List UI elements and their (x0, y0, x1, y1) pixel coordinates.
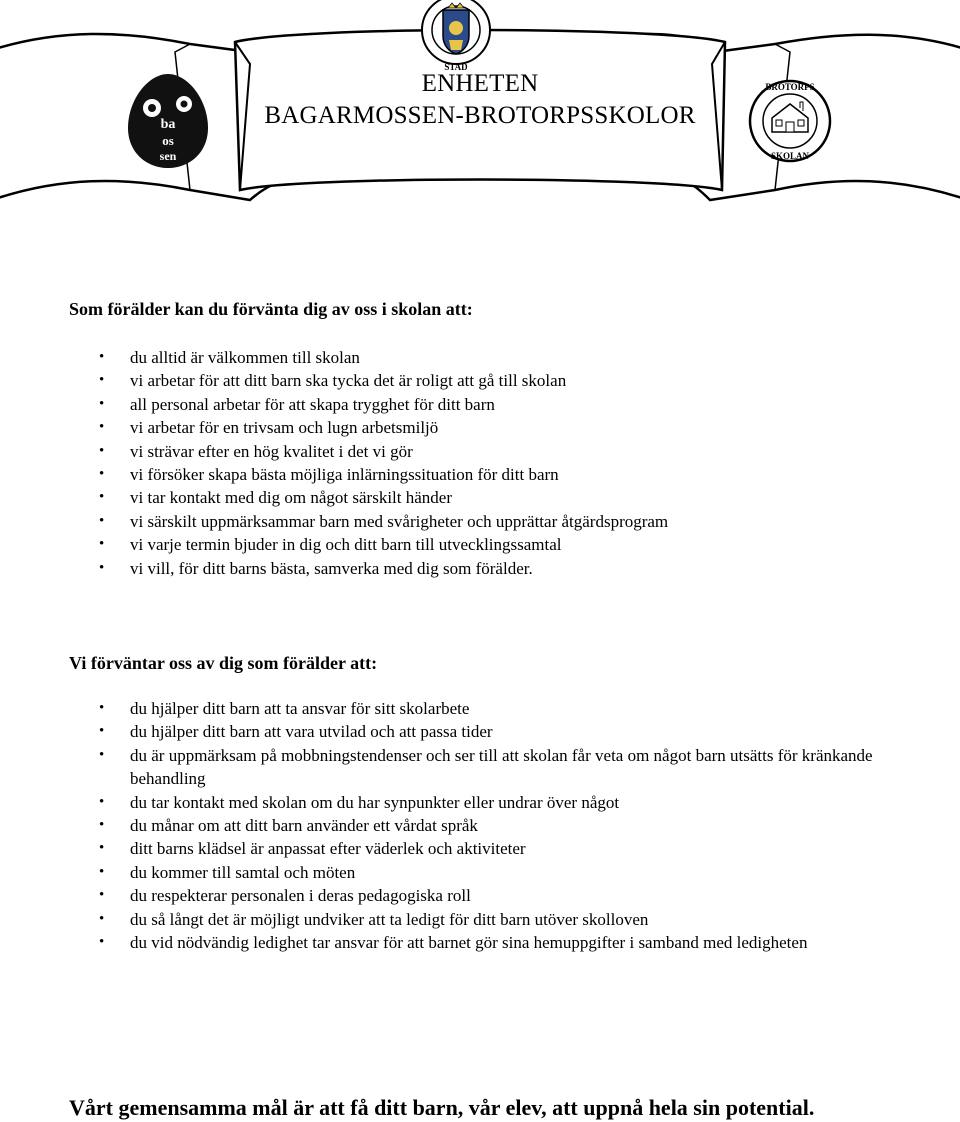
footer-goal-statement: Vårt gemensamma mål är att få ditt barn, vår elev, att uppnå hela sin potential. (69, 1095, 815, 1120)
list-item: • du tar kontakt med skolan om du har synpunkter eller undrar över något (0, 791, 920, 814)
list-item: • du respekterar personalen i deras pedagogiska roll (0, 884, 920, 907)
svg-text:BROTORPS: BROTORPS (765, 82, 815, 92)
list-item: • vi tar kontakt med dig om något särskilt händer (0, 486, 920, 509)
list-item: • du så långt det är möjligt undviker att ta ledigt för ditt barn utöver skolloven (0, 908, 920, 931)
list-item: • vi strävar efter en hög kvalitet i det vi gör (0, 440, 920, 463)
list-item: • du kommer till samtal och möten (0, 861, 920, 884)
svg-text:STAD: STAD (444, 62, 468, 72)
list-item: • du månar om att ditt barn använder ett vårdat språk (0, 814, 920, 837)
banner-title-line2: BAGARMOSSEN-BROTORPSSKOLOR (264, 102, 696, 129)
section1-list (0, 346, 920, 580)
list-item: • du hjälper ditt barn att vara utvilad och att passa tider (0, 720, 920, 743)
list-item: • vi arbetar för en trivsam och lugn arbetsmiljö (0, 416, 920, 439)
svg-text:os: os (162, 133, 174, 148)
list-item: • du hjälper ditt barn att ta ansvar för sitt skolarbete (0, 697, 920, 720)
list-item: • vi försöker skapa bästa möjliga inlärningssituation för ditt barn (0, 463, 920, 486)
svg-text:sen: sen (159, 149, 177, 163)
list-item: • du vid nödvändig ledighet tar ansvar för att barnet gör sina hemuppgifter i samband med ledigheten (0, 931, 920, 954)
brotorpsskolan-logo (750, 81, 830, 161)
svg-text:ba: ba (160, 117, 176, 132)
section2-heading: Vi förväntar oss av dig som förälder att: (69, 653, 378, 673)
svg-text:SKOLAN: SKOLAN (770, 151, 810, 161)
section1-heading: Som förälder kan du förvänta dig av oss i skolan att: (69, 299, 473, 319)
banner-title-line1: ENHETEN (421, 70, 539, 97)
list-item: • du alltid är välkommen till skolan (0, 346, 920, 369)
list-item: • vi vill, för ditt barns bästa, samverka med dig som förälder. (0, 557, 920, 580)
section2-list (0, 697, 920, 954)
list-item: • vi särskilt uppmärksammar barn med svårigheter och upprättar åtgärdsprogram (0, 510, 920, 533)
header-banner (0, 0, 960, 215)
list-item: • du är uppmärksam på mobbningstendenser och ser till att skolan får veta om något barn utsätts för kränkande behandling (0, 744, 920, 791)
list-item: • vi arbetar för att ditt barn ska tycka det är roligt att gå till skolan (0, 369, 920, 392)
list-item: • all personal arbetar för att skapa trygghet för ditt barn (0, 393, 920, 416)
list-item: • ditt barns klädsel är anpassat efter väderlek och aktiviteter (0, 837, 920, 860)
list-item: • vi varje termin bjuder in dig och ditt barn till utvecklingssamtal (0, 533, 920, 556)
